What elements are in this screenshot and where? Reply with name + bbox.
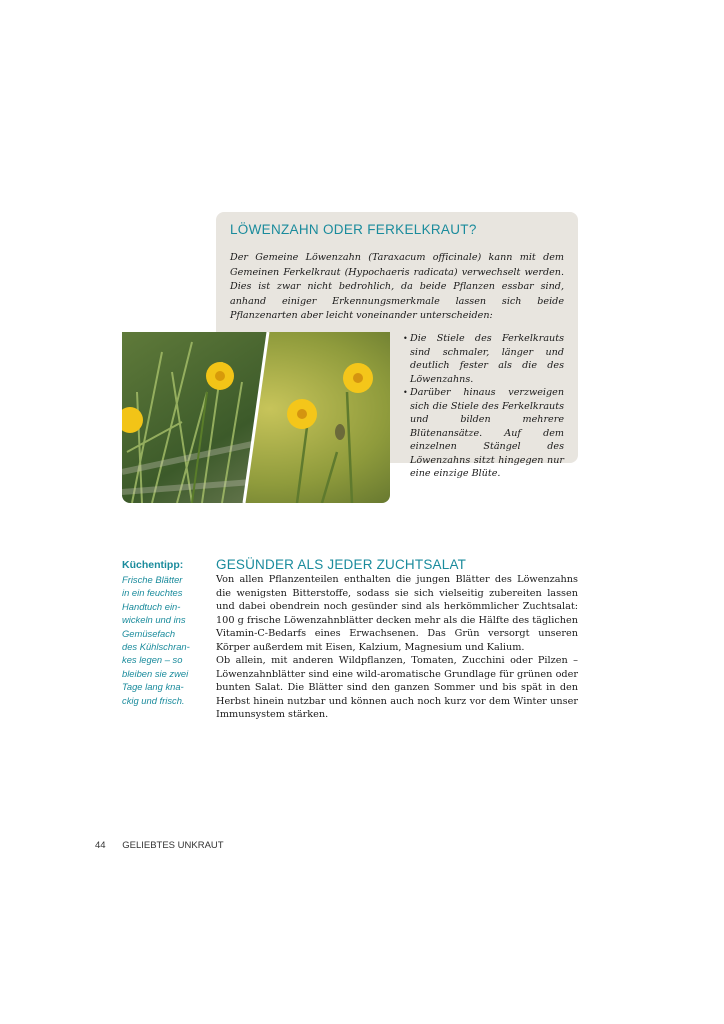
flower-comparison-photo [122, 332, 390, 503]
tip-line: des Kühlschran- [122, 641, 190, 653]
page-number: 44 [95, 840, 106, 851]
tip-line: Tage lang kna- [122, 681, 184, 693]
info-box-title: LÖWENZAHN ODER FERKELKRAUT? [230, 222, 477, 237]
tip-line: wickeln und ins [122, 614, 186, 626]
running-title: GELIEBTES UNKRAUT [122, 840, 224, 851]
tip-line: ckig und frisch. [122, 694, 185, 706]
tip-line: kes legen – so [122, 654, 183, 666]
info-box-bullet-list [404, 332, 564, 481]
tip-line: Gemüsefach [122, 627, 176, 639]
kitchen-tip-text [122, 573, 212, 707]
section-body [216, 573, 578, 722]
body-paragraph: Ob allein, mit anderen Wildpflanzen, Tomaten, Zucchini oder Pilzen – Löwenzahnblätter sind eine wild-aromatische Grundlage für grünen oder bunten Salat. Die Blätter sind den ganzen Sommer und bis spät in den Herbst hinein nutzbar und können auch noch kurz vor dem Winter unser Immunsystem stärken. [216, 655, 578, 720]
page-footer [95, 840, 224, 851]
tip-line: Frische Blätter [122, 574, 183, 585]
kitchen-tip-title: Küchentipp: [122, 559, 184, 571]
section-heading: GESÜNDER ALS JEDER ZUCHTSALAT [216, 557, 467, 572]
tip-line: Handtuch ein- [122, 600, 181, 612]
info-box-intro: Der Gemeine Löwenzahn (Taraxacum officinale) kann mit dem Gemeinen Ferkelkraut (Hypochaeris radicata) verwechselt werden. Dies ist zwar nicht bedrohlich, da beide Pflanzen essbar sind, anhand einiger Erkennungsmerkmale lassen sich beide Pflanzenarten aber leicht voneinander unterscheiden: [230, 252, 564, 322]
tip-line: in ein feuchtes [122, 587, 183, 599]
body-paragraph: Von allen Pflanzenteilen enthalten die jungen Blätter des Löwenzahns die wenigsten Bitterstoffe, sodass sie sich vielseitig zubereiten lassen und dabei obendrein noch gesünder sind als herkömmlicher Zuchtsalat: 100 g frische Löwenzahnblätter decken mehr als die Hälfte des täglichen Vitamin-C-Bedarfs eines Erwachsenen. Das Grün versorgt unseren Körper außerdem mit Eisen, Kalzium, Magnesium und Kalium. [216, 574, 578, 653]
tip-line: bleiben sie zwei [122, 667, 189, 679]
bullet-item: • Darüber hinaus verzweigen sich die Stiele des Ferkelkrauts und bilden mehrere Blütenansätze. Auf dem einzelnen Stängel des Löwenzahns sitzt hingegen nur eine einzige Blüte. [404, 386, 564, 481]
bullet-item: • Die Stiele des Ferkelkrauts sind schmaler, länger und deutlich fester als die des Löwenzahns. [404, 332, 564, 386]
